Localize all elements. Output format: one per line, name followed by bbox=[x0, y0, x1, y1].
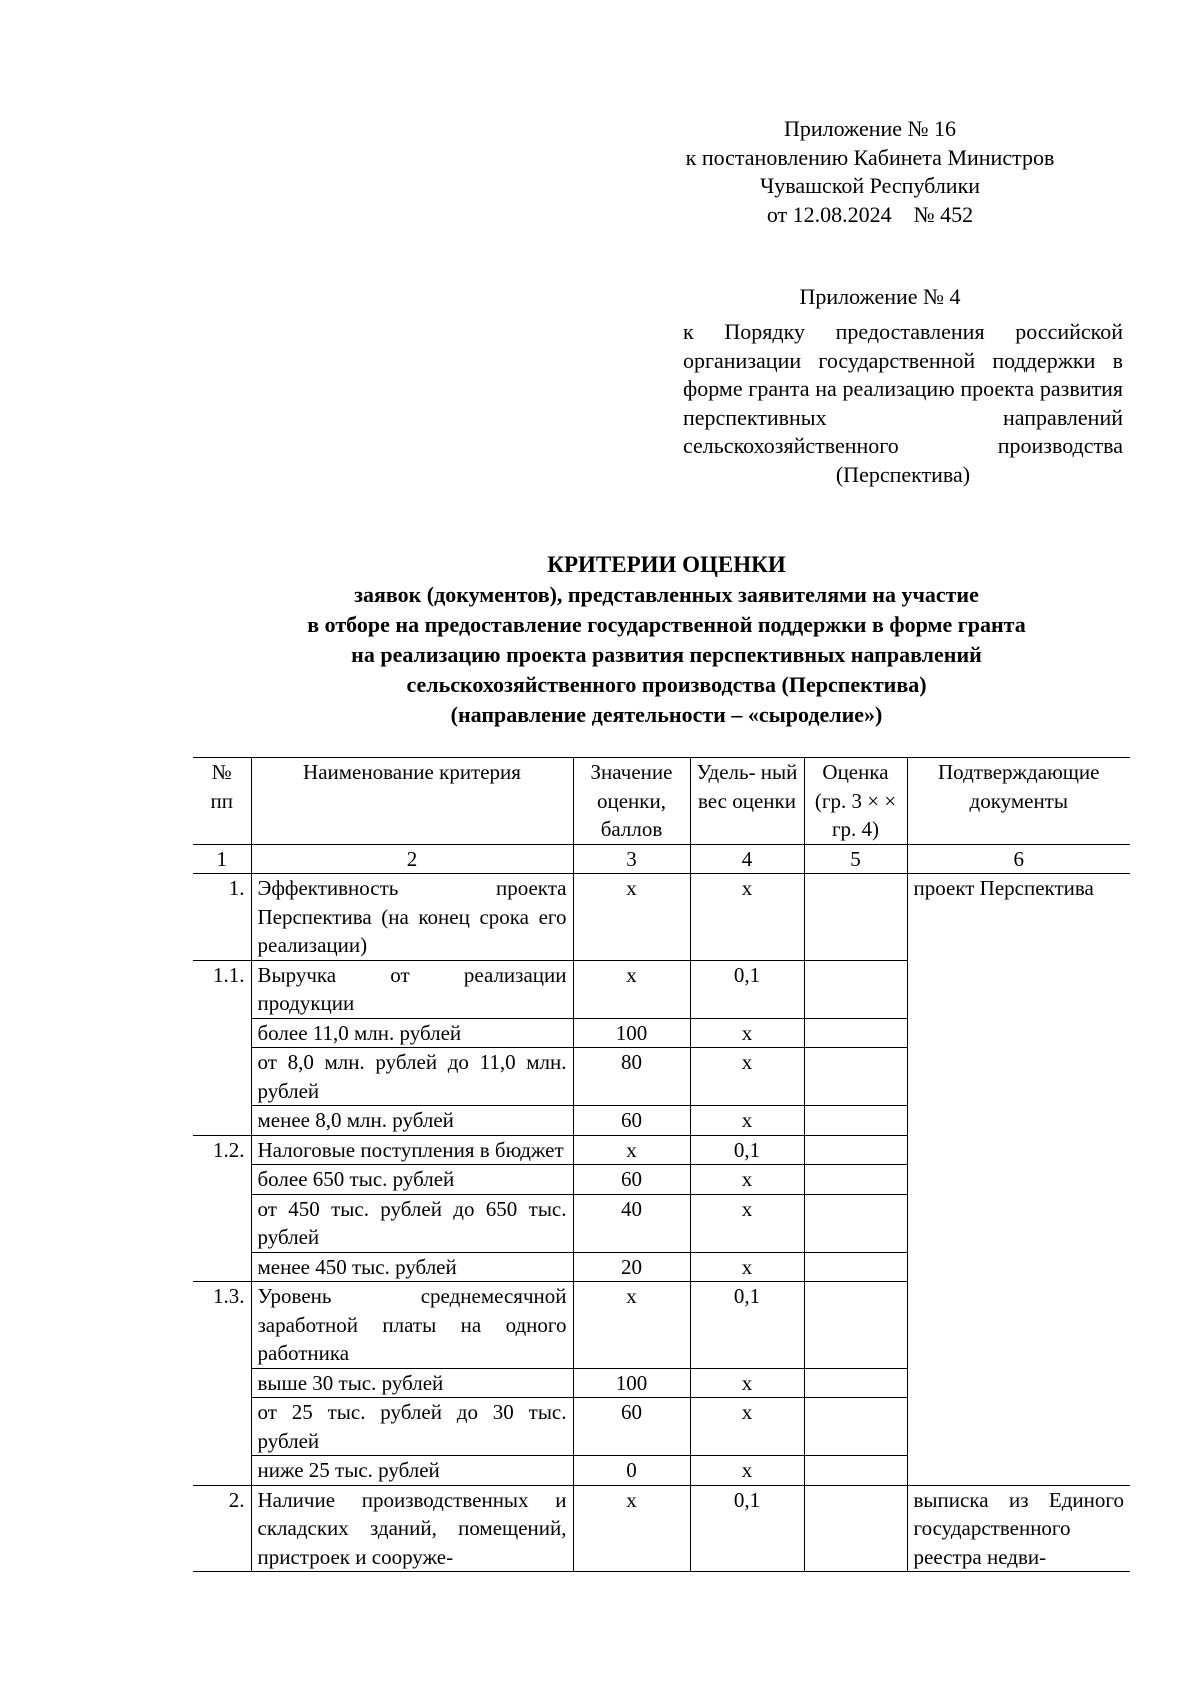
row-score bbox=[804, 1106, 907, 1136]
row-value: 60 bbox=[573, 1398, 690, 1456]
row-value: 60 bbox=[573, 1165, 690, 1195]
row-score bbox=[804, 1398, 907, 1456]
row-value: 100 bbox=[573, 1018, 690, 1048]
column-number-row bbox=[193, 844, 1130, 874]
row-weight: х bbox=[690, 1368, 804, 1398]
row-score bbox=[804, 1165, 907, 1195]
row-num: 1.3. bbox=[193, 1282, 251, 1369]
row-score bbox=[804, 1282, 907, 1369]
row-value: 80 bbox=[573, 1048, 690, 1106]
row-weight: х bbox=[690, 1252, 804, 1282]
header-value: Значение оценки, баллов bbox=[573, 758, 690, 845]
appendix-16-block bbox=[640, 115, 1100, 229]
document-title-main: КРИТЕРИИ ОЦЕНКИ bbox=[547, 552, 786, 577]
row-name: Выручка от реализации продукции bbox=[251, 960, 573, 1018]
row-docs: выписка из Единого государственного реестра недви- bbox=[907, 1485, 1130, 1572]
appendix-4-title: Приложение № 4 bbox=[799, 284, 961, 309]
header-docs: Подтверждающие документы bbox=[907, 758, 1130, 845]
row-value: х bbox=[573, 1485, 690, 1572]
colnum-5: 5 bbox=[804, 844, 907, 874]
header-num: № пп bbox=[193, 758, 251, 845]
header-weight: Удель- ный вес оценки bbox=[690, 758, 804, 845]
row-weight: х bbox=[690, 874, 804, 961]
row-value: х bbox=[573, 1135, 690, 1165]
row-score bbox=[804, 960, 907, 1018]
row-score bbox=[804, 1135, 907, 1165]
row-value: 0 bbox=[573, 1456, 690, 1486]
row-value: 40 bbox=[573, 1194, 690, 1252]
document-title-line3: на реализацию проекта развития перспективных направлений bbox=[351, 642, 982, 667]
row-value: х bbox=[573, 874, 690, 961]
row-name: Уровень среднемесячной заработной платы на одного работника bbox=[251, 1282, 573, 1369]
row-num bbox=[193, 1048, 251, 1106]
document-title bbox=[100, 550, 1200, 730]
row-value: 100 bbox=[573, 1368, 690, 1398]
row-value: х bbox=[573, 960, 690, 1018]
row-name: Наличие производственных и складских зданий, помещений, пристроек и сооруже- bbox=[251, 1485, 573, 1572]
row-num bbox=[193, 1456, 251, 1486]
row-num bbox=[193, 1252, 251, 1282]
appendix-16-line1: Приложение № 16 bbox=[783, 116, 957, 141]
row-score bbox=[804, 874, 907, 961]
row-weight: х bbox=[690, 1106, 804, 1136]
colnum-1: 1 bbox=[193, 844, 251, 874]
header-name: Наименование критерия bbox=[251, 758, 573, 845]
row-name: от 25 тыс. рублей до 30 тыс. рублей bbox=[251, 1398, 573, 1456]
row-num bbox=[193, 1368, 251, 1398]
row-score bbox=[804, 1252, 907, 1282]
row-name: от 450 тыс. рублей до 650 тыс. рублей bbox=[251, 1194, 573, 1252]
colnum-2: 2 bbox=[251, 844, 573, 874]
appendix-16-line2: к постановлению Кабинета Министров bbox=[685, 144, 1055, 170]
criteria-table bbox=[193, 757, 1130, 1572]
row-weight: 0,1 bbox=[690, 1135, 804, 1165]
document-title-line4: сельскохозяйственного производства (Перспектива) bbox=[406, 672, 927, 697]
row-score bbox=[804, 1368, 907, 1398]
row-value: х bbox=[573, 1282, 690, 1369]
row-num bbox=[193, 1165, 251, 1195]
colnum-6: 6 bbox=[907, 844, 1130, 874]
row-num: 1.2. bbox=[193, 1135, 251, 1165]
row-weight: 0,1 bbox=[690, 1282, 804, 1369]
row-weight: 0,1 bbox=[690, 1485, 804, 1572]
document-title-line2: в отборе на предоставление государственной поддержки в форме гранта bbox=[307, 612, 1026, 637]
row-score bbox=[804, 1194, 907, 1252]
row-num: 2. bbox=[193, 1485, 251, 1572]
row-name: более 11,0 млн. рублей bbox=[251, 1018, 573, 1048]
row-weight: х bbox=[690, 1165, 804, 1195]
row-score bbox=[804, 1018, 907, 1048]
row-score bbox=[804, 1485, 907, 1572]
row-docs: проект Перспектива bbox=[907, 874, 1130, 1486]
colnum-3: 3 bbox=[573, 844, 690, 874]
table-header-row bbox=[193, 758, 1130, 845]
appendix-4-body: к Порядку предоставления российской организации государственной поддержки в форме гранта на реализацию проекта развития перспективных направлений сельскохозяйственного производства (Перспектива) bbox=[683, 319, 1123, 487]
row-num bbox=[193, 1194, 251, 1252]
row-num bbox=[193, 1018, 251, 1048]
row-weight: х bbox=[690, 1018, 804, 1048]
row-num bbox=[193, 1398, 251, 1456]
row-weight: х bbox=[690, 1048, 804, 1106]
row-name: менее 8,0 млн. рублей bbox=[251, 1106, 573, 1136]
row-weight: х bbox=[690, 1398, 804, 1456]
appendix-16-line4: от 12.08.2024 № 452 bbox=[766, 201, 974, 227]
header-score: Оценка (гр. 3 × × гр. 4) bbox=[804, 758, 907, 845]
row-name: ниже 25 тыс. рублей bbox=[251, 1456, 573, 1486]
row-num bbox=[193, 1106, 251, 1136]
row-value: 60 bbox=[573, 1106, 690, 1136]
document-title-line1: заявок (документов), представленных заявителями на участие bbox=[354, 582, 979, 607]
row-name: Эффективность проекта Перспектива (на конец срока его реализации) bbox=[251, 874, 573, 961]
document-title-line5: (направление деятельности – «сыроделие») bbox=[450, 702, 883, 727]
row-value: 20 bbox=[573, 1252, 690, 1282]
row-name: Налоговые поступления в бюджет bbox=[251, 1135, 573, 1165]
row-score bbox=[804, 1456, 907, 1486]
row-weight: 0,1 bbox=[690, 960, 804, 1018]
row-name: от 8,0 млн. рублей до 11,0 млн. рублей bbox=[251, 1048, 573, 1106]
row-num: 1.1. bbox=[193, 960, 251, 1018]
table-row bbox=[193, 874, 1130, 961]
row-name: менее 450 тыс. рублей bbox=[251, 1252, 573, 1282]
colnum-4: 4 bbox=[690, 844, 804, 874]
row-weight: х bbox=[690, 1194, 804, 1252]
table-row bbox=[193, 1485, 1130, 1572]
row-name: выше 30 тыс. рублей bbox=[251, 1368, 573, 1398]
row-name: более 650 тыс. рублей bbox=[251, 1165, 573, 1195]
row-num: 1. bbox=[193, 874, 251, 961]
row-weight: х bbox=[690, 1456, 804, 1486]
row-score bbox=[804, 1048, 907, 1106]
appendix-16-line3: Чувашской Республики bbox=[759, 173, 981, 198]
